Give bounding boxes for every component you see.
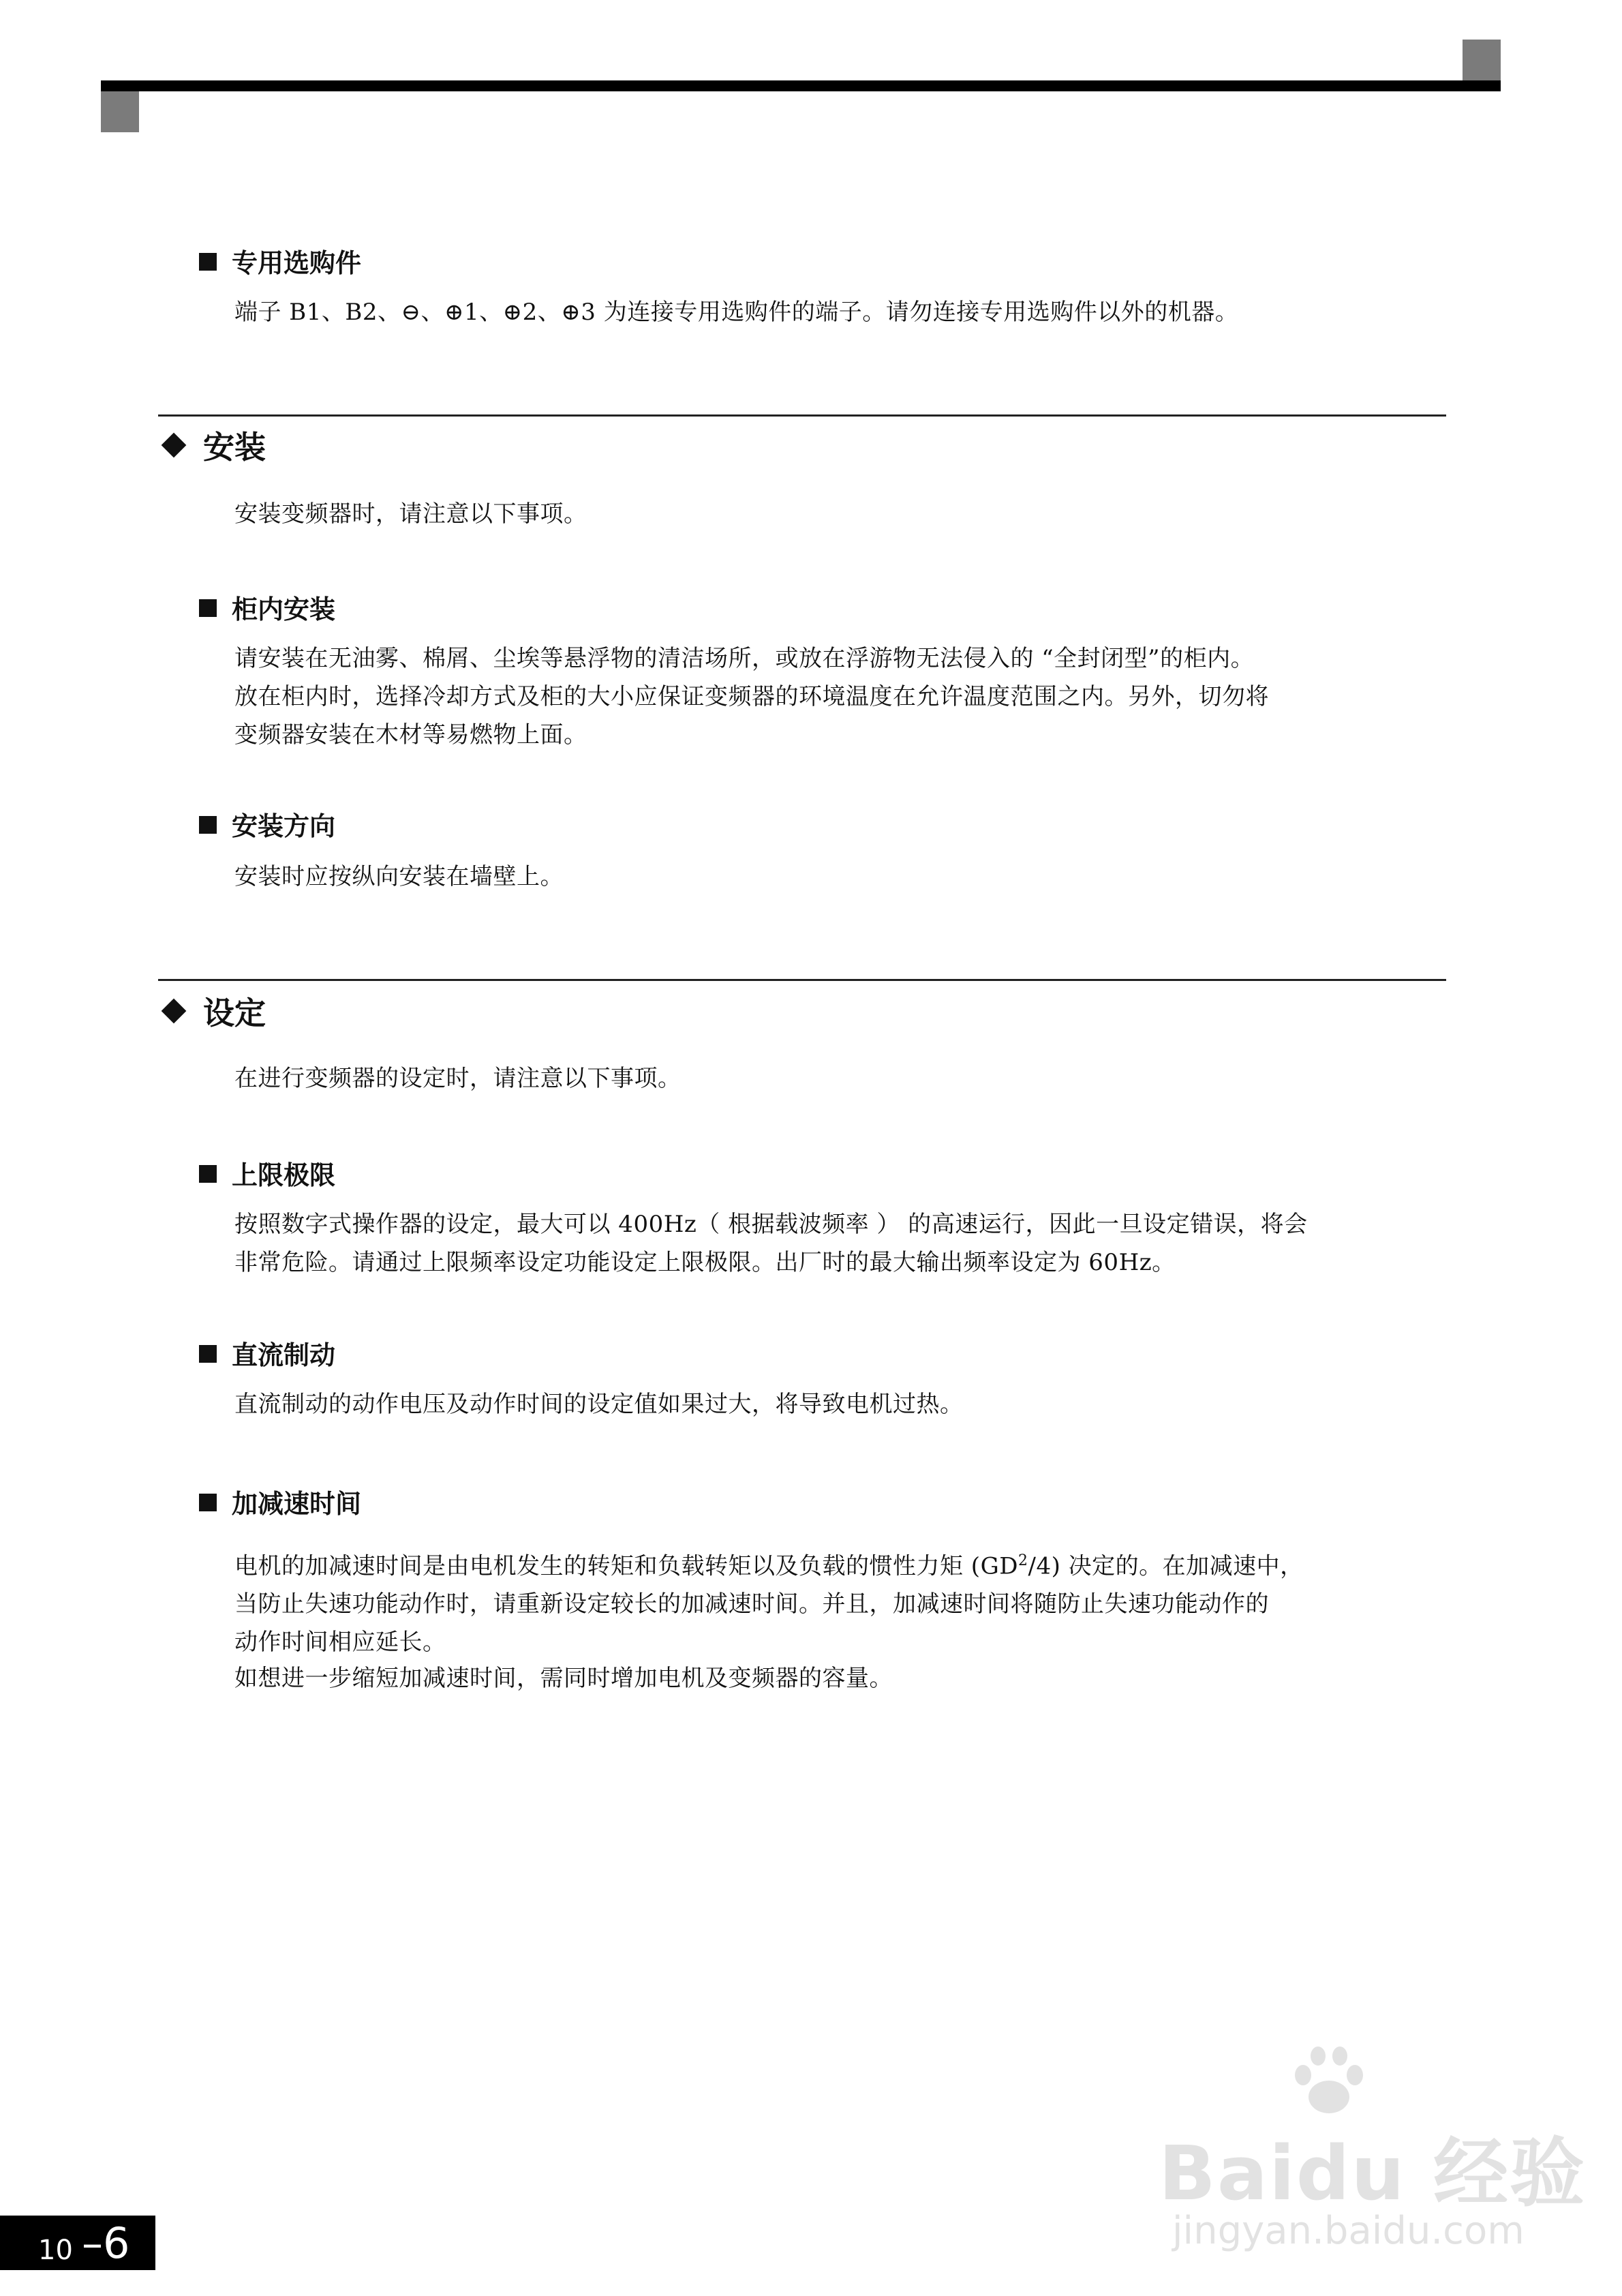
accel-text-part2: /4) 决定的。在加减速中， xyxy=(1028,1552,1304,1580)
subheading-options xyxy=(199,247,361,280)
subheading-cabinet xyxy=(199,593,335,626)
square-bullet-icon xyxy=(199,1494,217,1511)
page-number-value: 6 xyxy=(103,2218,130,2268)
subheading-dc-brake xyxy=(199,1339,335,1372)
paragraph-options: 端子 B1、B2、⊖、⊕1、⊕2、⊕3 为连接专用选购件的端子。请勿连接专用选购件以外的机器。 xyxy=(234,299,1239,326)
section-heading-install-label: 安装 xyxy=(203,429,266,466)
header-rule xyxy=(101,80,1501,91)
subheading-direction xyxy=(199,810,335,843)
section-heading-settings xyxy=(158,994,266,1032)
subheading-dc-brake-label: 直流制动 xyxy=(232,1340,336,1370)
diamond-bullet-icon xyxy=(162,433,187,458)
watermark-url: jingyan.baidu.com xyxy=(1172,2209,1525,2253)
square-bullet-icon xyxy=(199,1345,217,1363)
header-corner-block-left xyxy=(101,91,139,132)
square-bullet-icon xyxy=(199,1165,217,1183)
subheading-cabinet-label: 柜内安装 xyxy=(232,594,336,624)
subheading-accel-label: 加减速时间 xyxy=(232,1489,362,1519)
page-number: –6 xyxy=(82,2218,130,2268)
section-heading-settings-label: 设定 xyxy=(203,995,266,1031)
accel-text-part1: 电机的加减速时间是由电机发生的转矩和负载转矩以及负载的惯性力矩 (GD xyxy=(234,1552,1018,1580)
subheading-direction-label: 安装方向 xyxy=(232,811,336,841)
square-bullet-icon xyxy=(199,816,217,834)
section-heading-install xyxy=(158,428,266,466)
square-bullet-icon xyxy=(199,253,217,271)
paragraph-direction: 安装时应按纵向安装在墙壁上。 xyxy=(234,863,564,890)
paragraph-dc-brake: 直流制动的动作电压及动作时间的设定值如果过大，将导致电机过热。 xyxy=(234,1391,964,1418)
subheading-upper-limit xyxy=(199,1159,335,1192)
paw-logo-icon xyxy=(1288,2045,1370,2120)
section-divider xyxy=(158,979,1446,981)
paragraph-settings-intro: 在进行变频器的设定时，请注意以下事项。 xyxy=(234,1065,682,1092)
baidu-jingyan-watermark xyxy=(1159,2045,1587,2263)
subheading-upper-limit-label: 上限极限 xyxy=(232,1160,336,1190)
chapter-number: 10 xyxy=(38,2235,73,2266)
square-bullet-icon xyxy=(199,599,217,617)
section-divider xyxy=(158,414,1446,417)
subheading-options-label: 专用选购件 xyxy=(232,248,362,278)
paragraph-accel-capacity: 如想进一步缩短加减速时间，需同时增加电机及变频器的容量。 xyxy=(234,1665,893,1692)
diamond-bullet-icon xyxy=(162,999,187,1024)
subheading-accel xyxy=(199,1487,361,1520)
paragraph-install-intro: 安装变频器时，请注意以下事项。 xyxy=(234,500,587,528)
superscript-2: 2 xyxy=(1018,1552,1028,1569)
paragraph-accel xyxy=(234,1542,1448,1661)
paragraph-upper-limit: 按照数字式操作器的设定，最大可以 400Hz（ 根据载波频率 ） 的高速运行，因此一旦设定错误，将会 非常危险。请通过上限频率设定功能设定上限极限。出厂时的最大输出频率设定为 60Hz。 xyxy=(234,1211,1308,1276)
header-corner-block-right xyxy=(1463,40,1501,80)
accel-text-part3: 当防止失速功能动作时，请重新设定较长的加减速时间。并且，加减速时间将随防止失速功能动作的 动作时间相应延长。 xyxy=(234,1590,1269,1657)
page-number-box xyxy=(0,2216,155,2270)
paragraph-cabinet: 请安装在无油雾、棉屑、尘埃等悬浮物的清洁场所，或放在浮游物无法侵入的 “全封闭型”的柜内。 放在柜内时，选择冷却方式及柜的大小应保证变频器的环境温度在允许温度范围之内。另外，切勿将 变频器安装在木材等易燃物上面。 xyxy=(234,645,1269,749)
watermark-brand: Baidu 经验 xyxy=(1159,2130,1587,2217)
